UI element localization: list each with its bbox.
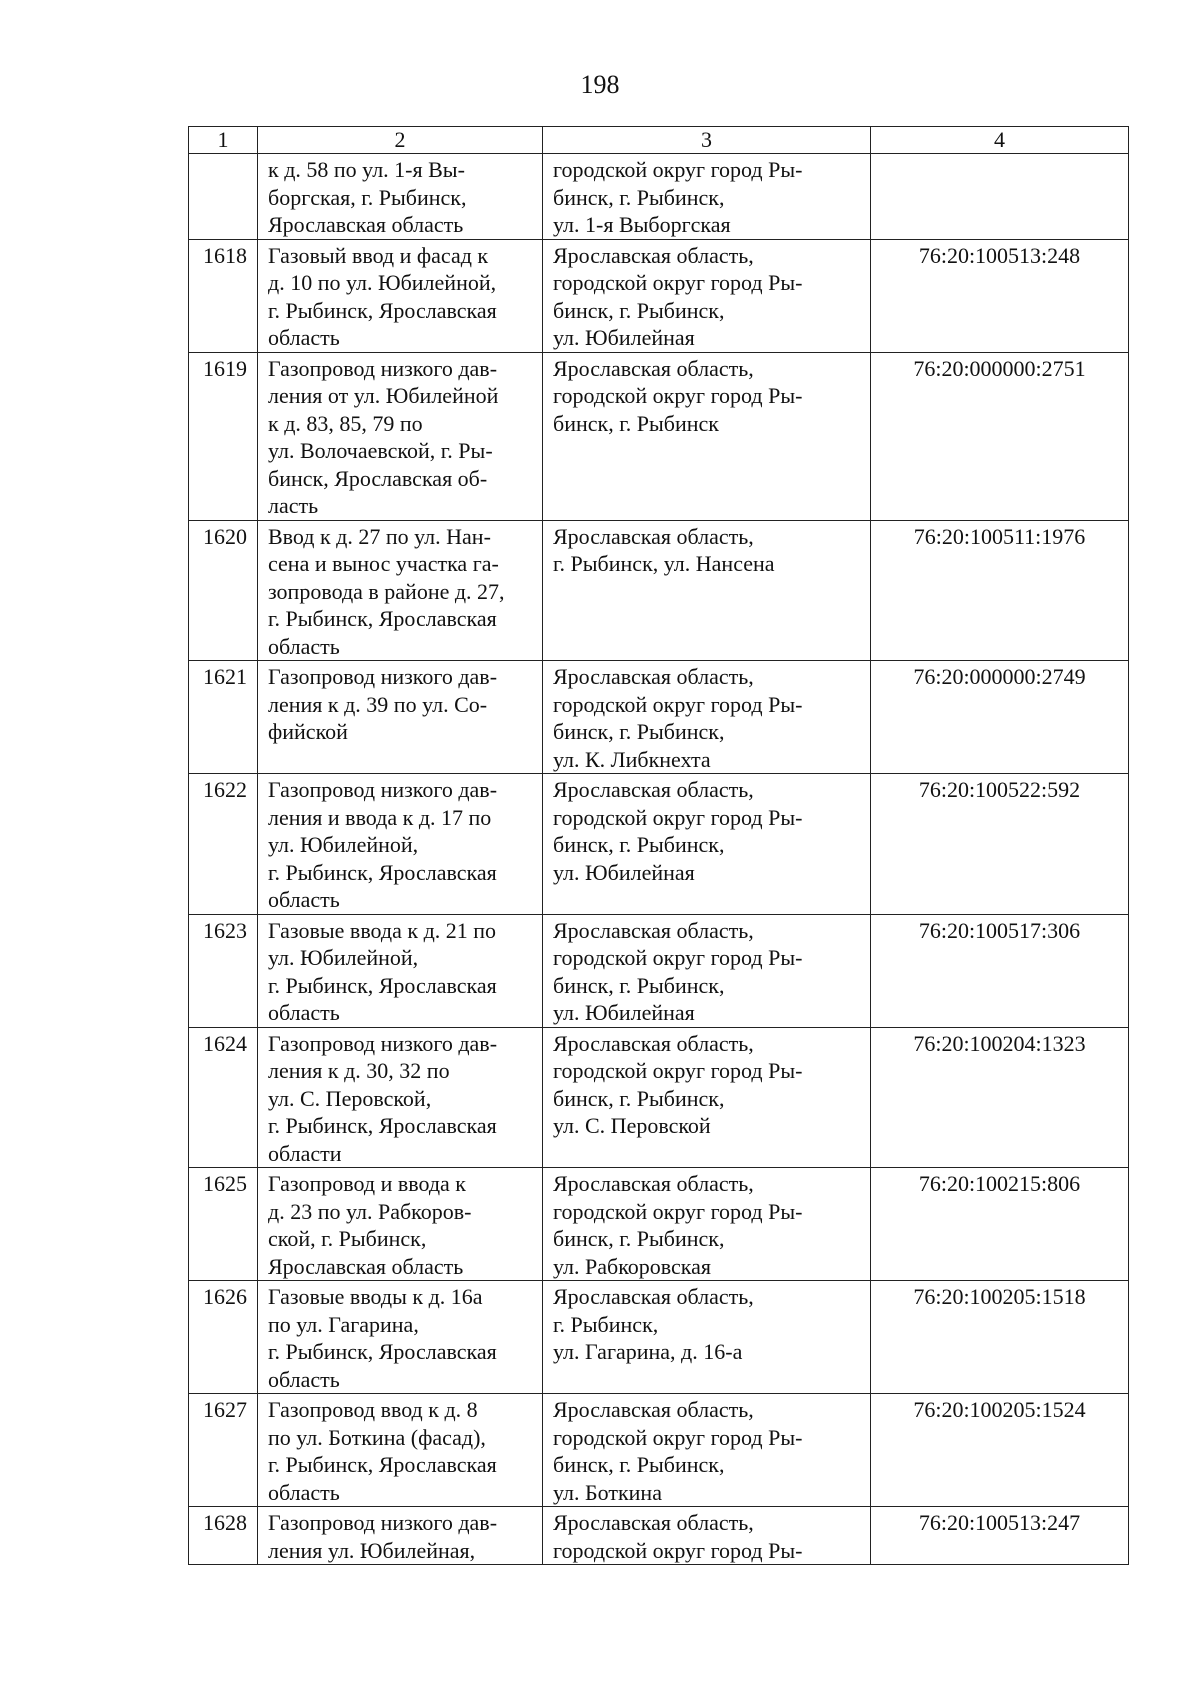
column-header-4: 4 xyxy=(871,127,1129,154)
row-number-cell: 1625 xyxy=(189,1168,258,1281)
row-number-cell: 1621 xyxy=(189,661,258,774)
row-number-cell: 1627 xyxy=(189,1394,258,1507)
column-header-2: 2 xyxy=(258,127,543,154)
row-number-cell: 1624 xyxy=(189,1027,258,1168)
address-cell: Ярославская область, городской округ город Ры- бинск, г. Рыбинск, ул. Юбилейная xyxy=(543,239,871,352)
object-name-cell: Газопровод низкого дав- ления от ул. Юбилейной к д. 83, 85, 79 по ул. Волочаевской, г. Ры- бинск, Ярославская об- ласть xyxy=(258,352,543,520)
address-cell: Ярославская область, городской округ город Ры- xyxy=(543,1507,871,1565)
object-name-cell: к д. 58 по ул. 1-я Вы- боргская, г. Рыбинск, Ярославская область xyxy=(258,154,543,240)
row-number-cell: 1620 xyxy=(189,520,258,661)
table-row xyxy=(189,661,1129,774)
address-cell: Ярославская область, г. Рыбинск, ул. Гагарина, д. 16-а xyxy=(543,1281,871,1394)
cadastral-number-cell: 76:20:100522:592 xyxy=(871,774,1129,915)
address-cell: городской округ город Ры- бинск, г. Рыбинск, ул. 1-я Выборгская xyxy=(543,154,871,240)
table-row xyxy=(189,1168,1129,1281)
page-number: 198 xyxy=(580,70,620,99)
table-row xyxy=(189,1394,1129,1507)
object-name-cell: Газопровод и ввода к д. 23 по ул. Рабкоров- ской, г. Рыбинск, Ярославская область xyxy=(258,1168,543,1281)
table-row xyxy=(189,1507,1129,1565)
cadastral-number-cell: 76:20:100204:1323 xyxy=(871,1027,1129,1168)
cadastral-number-cell: 76:20:100513:247 xyxy=(871,1507,1129,1565)
object-name-cell: Газопровод низкого дав- ления и ввода к д. 17 по ул. Юбилейной, г. Рыбинск, Ярославская область xyxy=(258,774,543,915)
cadastral-number-cell: 76:20:100205:1524 xyxy=(871,1394,1129,1507)
table-row xyxy=(189,520,1129,661)
object-name-cell: Газопровод ввод к д. 8 по ул. Боткина (фасад), г. Рыбинск, Ярославская область xyxy=(258,1394,543,1507)
object-name-cell: Газопровод низкого дав- ления к д. 39 по ул. Со- фийской xyxy=(258,661,543,774)
row-number-cell xyxy=(189,154,258,240)
cadastral-number-cell: 76:20:100205:1518 xyxy=(871,1281,1129,1394)
table-row xyxy=(189,239,1129,352)
row-number-cell: 1622 xyxy=(189,774,258,915)
object-name-cell: Газовые вводы к д. 16а по ул. Гагарина, г. Рыбинск, Ярославская область xyxy=(258,1281,543,1394)
column-header-1: 1 xyxy=(189,127,258,154)
object-name-cell: Газопровод низкого дав- ления ул. Юбилейная, xyxy=(258,1507,543,1565)
address-cell: Ярославская область, городской округ город Ры- бинск, г. Рыбинск, ул. Юбилейная xyxy=(543,914,871,1027)
row-number-cell: 1623 xyxy=(189,914,258,1027)
table-row xyxy=(189,154,1129,240)
cadastral-number-cell: 76:20:100513:248 xyxy=(871,239,1129,352)
object-name-cell: Газовый ввод и фасад к д. 10 по ул. Юбилейной, г. Рыбинск, Ярославская область xyxy=(258,239,543,352)
table-row xyxy=(189,774,1129,915)
address-cell: Ярославская область, городской округ город Ры- бинск, г. Рыбинск, ул. Рабкоровская xyxy=(543,1168,871,1281)
address-cell: Ярославская область, городской округ город Ры- бинск, г. Рыбинск xyxy=(543,352,871,520)
object-name-cell: Ввод к д. 27 по ул. Нан- сена и вынос участка га- зопровода в районе д. 27, г. Рыбинск, Ярославская область xyxy=(258,520,543,661)
table-row xyxy=(189,1027,1129,1168)
address-cell: Ярославская область, городской округ город Ры- бинск, г. Рыбинск, ул. С. Перовской xyxy=(543,1027,871,1168)
address-cell: Ярославская область, городской округ город Ры- бинск, г. Рыбинск, ул. К. Либкнехта xyxy=(543,661,871,774)
cadastral-number-cell: 76:20:000000:2749 xyxy=(871,661,1129,774)
object-name-cell: Газопровод низкого дав- ления к д. 30, 32 по ул. С. Перовской, г. Рыбинск, Ярославская области xyxy=(258,1027,543,1168)
cadastral-number-cell xyxy=(871,154,1129,240)
registry-table xyxy=(188,126,1129,1565)
cadastral-number-cell: 76:20:000000:2751 xyxy=(871,352,1129,520)
table-header-row xyxy=(189,127,1129,154)
table-row xyxy=(189,1281,1129,1394)
row-number-cell: 1628 xyxy=(189,1507,258,1565)
address-cell: Ярославская область, городской округ город Ры- бинск, г. Рыбинск, ул. Юбилейная xyxy=(543,774,871,915)
cadastral-number-cell: 76:20:100511:1976 xyxy=(871,520,1129,661)
address-cell: Ярославская область, городской округ город Ры- бинск, г. Рыбинск, ул. Боткина xyxy=(543,1394,871,1507)
cadastral-number-cell: 76:20:100517:306 xyxy=(871,914,1129,1027)
row-number-cell: 1618 xyxy=(189,239,258,352)
cadastral-number-cell: 76:20:100215:806 xyxy=(871,1168,1129,1281)
row-number-cell: 1626 xyxy=(189,1281,258,1394)
table-row xyxy=(189,352,1129,520)
column-header-3: 3 xyxy=(543,127,871,154)
row-number-cell: 1619 xyxy=(189,352,258,520)
object-name-cell: Газовые ввода к д. 21 по ул. Юбилейной, г. Рыбинск, Ярославская область xyxy=(258,914,543,1027)
table-row xyxy=(189,914,1129,1027)
address-cell: Ярославская область, г. Рыбинск, ул. Нансена xyxy=(543,520,871,661)
